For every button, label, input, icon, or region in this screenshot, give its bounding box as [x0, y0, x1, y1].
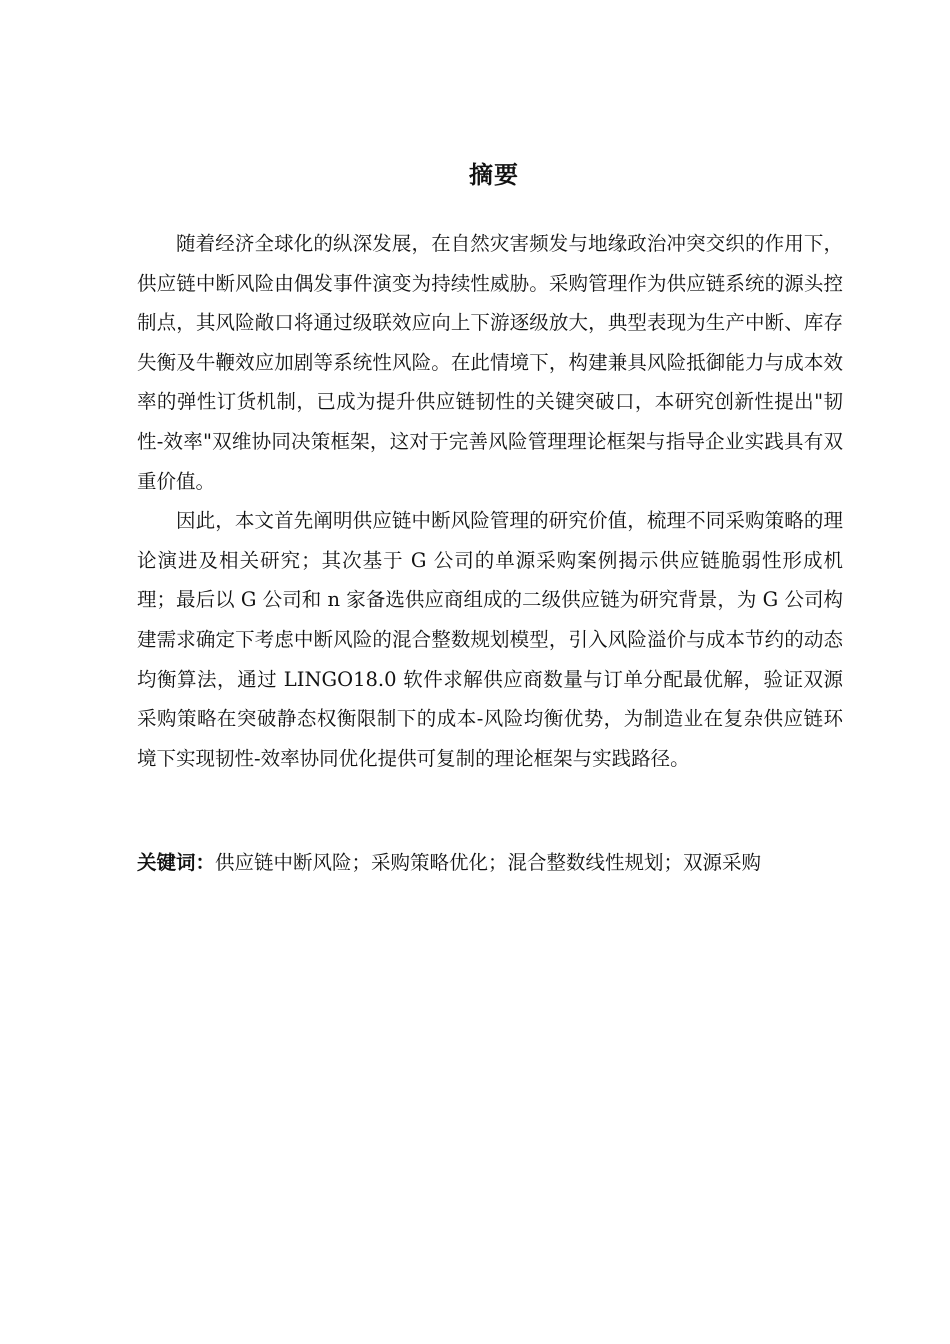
- keywords-label: 关键词：: [137, 851, 216, 874]
- abstract-paragraph-1: 随着经济全球化的纵深发展，在自然灾害频发与地缘政治冲突交织的作用下，供应链中断风险由偶发事件演变为持续性威胁。采购管理作为供应链系统的源头控制点，其风险敞口将通过级联效应向上下游逐级放大，典型表现为生产中断、库存失衡及牛鞭效应加剧等系统性风险。在此情境下，构建兼具风险抵御能力与成本效率的弹性订货机制，已成为提升供应链韧性的关键突破口，本研究创新性提出"韧性-效率"双维协同决策框架，这对于完善风险管理理论框架与指导企业实践具有双重价值。: [137, 232, 843, 493]
- abstract-paragraph-2: 因此，本文首先阐明供应链中断风险管理的研究价值，梳理不同采购策略的理论演进及相关研究；其次基于 G 公司的单源采购案例揭示供应链脆弱性形成机理；最后以 G 公司和 n 家备选供应商组成的二级供应链为研究背景，为 G 公司构建需求确定下考虑中断风险的混合整数规划模型，引入风险溢价与成本节约的动态均衡算法，通过 LINGO18.0 软件求解供应商数量与订单分配最优解，验证双源采购策略在突破静态权衡限制下的成本-风险均衡优势，为制造业在复杂供应链环境下实现韧性-效率协同优化提供可复制的理论框架与实践路径。: [137, 509, 843, 770]
- abstract-body: [137, 224, 843, 778]
- keywords-section: [137, 845, 843, 881]
- abstract-title: 摘要: [469, 161, 519, 189]
- keywords-text: 供应链中断风险；采购策略优化；混合整数线性规划；双源采购: [215, 851, 762, 874]
